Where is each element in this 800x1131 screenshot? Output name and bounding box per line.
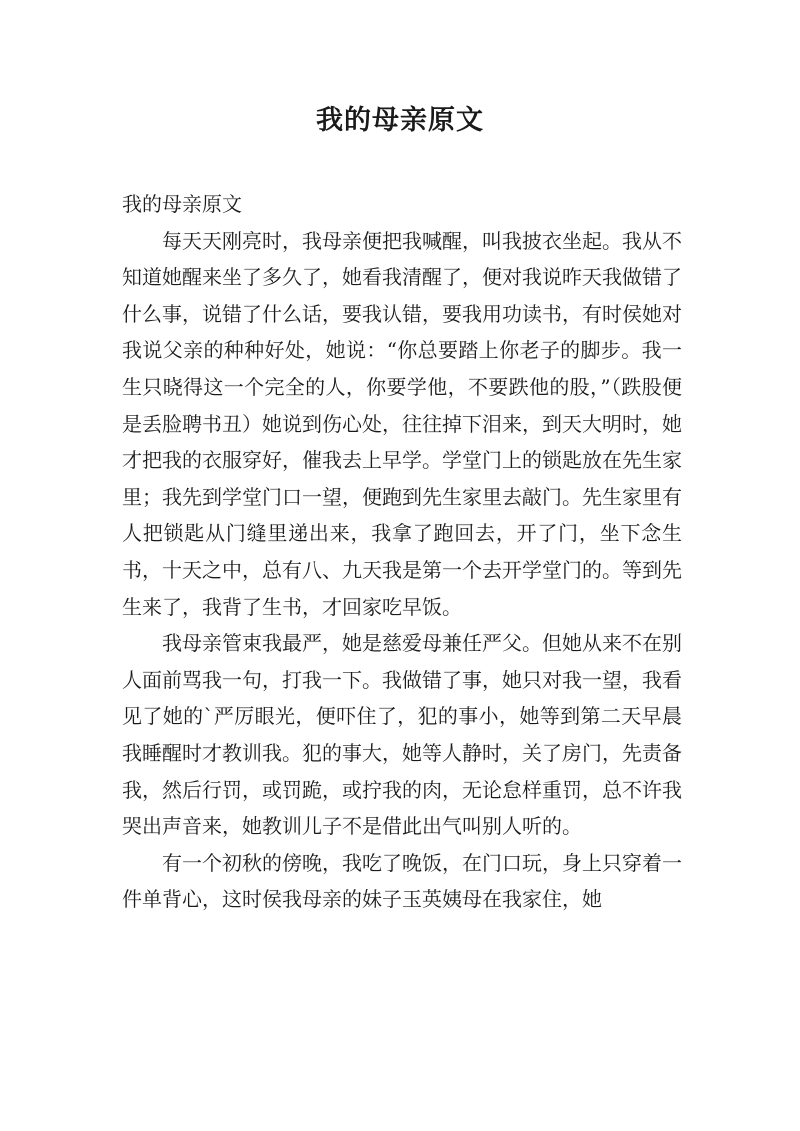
document-title: 我的母亲原文 bbox=[316, 105, 484, 136]
document-body bbox=[122, 186, 682, 918]
document-subtitle: 我的母亲原文 bbox=[122, 192, 242, 216]
paragraph-3: 有一个初秋的傍晚，我吃了晚饭，在门口玩，身上只穿着一件单背心，这时侯我母亲的妹子玉英姨母在我家住，她 bbox=[122, 850, 682, 912]
paragraph-2: 我母亲管束我最严，她是慈爱母兼任严父。但她从来不在别人面前骂我一句，打我一下。我做错了事，她只对我一望，我看见了她的`严厉眼光，便吓住了，犯的事小，她等到第二天早晨我睡醒时才教训我。犯的事大，她等人静时，关了房门，先责备我，然后行罚，或罚跪，或拧我的肉，无论怠样重罚，总不许我哭出声音来，她教训儿子不是借此出气叫别人听的。 bbox=[122, 631, 682, 839]
paragraph-1: 每天天刚亮时，我母亲便把我喊醒，叫我披衣坐起。我从不知道她醒来坐了多久了，她看我清醒了，便对我说昨天我做错了什么事，说错了什么话，要我认错，要我用功读书，有时侯她对我说父亲的种种好处，她说：“你总要踏上你老子的脚步。我一生只晓得这一个完全的人，你要学他，不要跌他的股，”（跌股便是丢脸聘书丑）她说到伤心处，往往掉下泪来，到天大明时，她才把我的衣服穿好，催我去上早学。学堂门上的锁匙放在先生家里；我先到学堂门口一望，便跑到先生家里去敲门。先生家里有人把锁匙从门缝里递出来，我拿了跑回去，开了门，坐下念生书，十天之中，总有八、九天我是第一个去开学堂门的。等到先生来了，我背了生书，才回家吃早饭。 bbox=[122, 228, 682, 619]
